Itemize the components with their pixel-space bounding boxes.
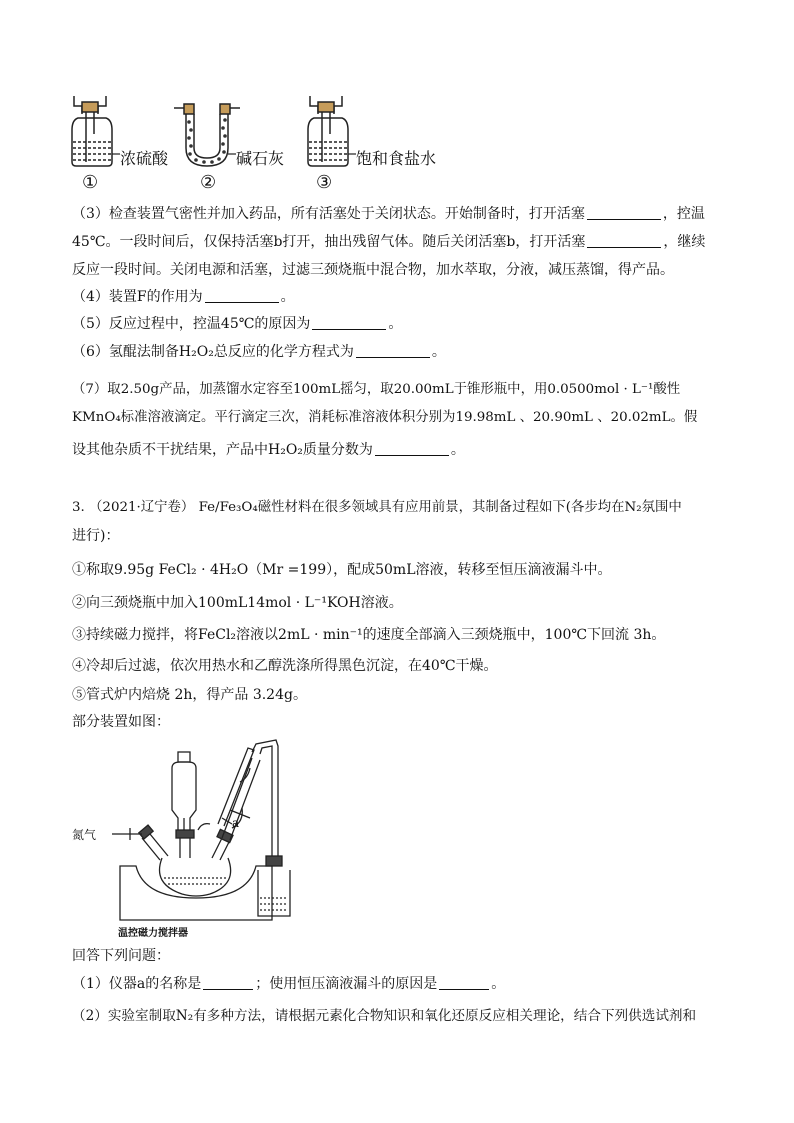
question-3-line-2 — [72, 232, 705, 252]
answer-blank[interactable] — [375, 441, 449, 456]
stirrer-caption: 温控磁力搅拌器 — [118, 928, 188, 939]
device-number-2: ② — [200, 172, 217, 193]
device-number-1: ① — [82, 172, 99, 193]
answer-blank[interactable] — [356, 343, 430, 358]
sub-question-1 — [72, 974, 505, 994]
q5-text: （5）反应过程中，控温45℃的原因为 — [72, 316, 311, 332]
q3-text-c: 45℃。一段时间后，仅保持活塞b打开，抽出残留气体。随后关闭活塞b，打开活塞 — [72, 234, 586, 250]
q3-text-d: ，继续 — [663, 234, 706, 250]
q3-text-a: （3）检查装置气密性并加入药品，所有活塞处于关闭状态。开始制备时，打开活塞 — [72, 206, 585, 222]
question-7-line-2: KMnO₄标准溶液滴定。平行滴定三次，消耗标准溶液体积分别为19.98mL 、20.90mL 、20.02mL。假 — [72, 410, 698, 425]
q4-end: 。 — [280, 289, 295, 305]
answer-blank[interactable] — [587, 205, 661, 220]
label-saturated-brine: 饱和食盐水 — [356, 149, 437, 168]
sub-question-2: （2）实验室制取N₂有多种方法，请根据元素化合物知识和氧化还原反应相关理论，结合下列供选试剂和 — [72, 1008, 697, 1024]
nitrogen-label: 氮气 — [72, 828, 97, 842]
step-3: ③持续磁力搅拌，将FeCl₂溶液以2mL · min⁻¹的速度全部滴入三颈烧瓶中，100℃下回流 3h。 — [72, 627, 666, 643]
label-soda-lime: 碱石灰 — [236, 149, 285, 168]
sq1-text: （1）仪器a的名称是 — [72, 976, 202, 992]
gas-washing-bottle-1 — [72, 96, 112, 166]
answer-blank[interactable] — [312, 315, 386, 330]
label-conc-sulfuric-acid: 浓硫酸 — [120, 149, 169, 168]
q7-text: 设其他杂质不干扰结果，产品中H₂O₂质量分数为 — [72, 442, 373, 458]
problem-3-heading: 3. （2021·辽宁卷） Fe/Fe₃O₄磁性材料在很多领域具有应用前景，其制备过程如下(各步均在N₂氛围中 — [72, 500, 682, 515]
question-7-line-3 — [72, 440, 465, 460]
gas-washing-bottle-3 — [308, 96, 348, 166]
q3-text-b: ，控温 — [662, 206, 705, 222]
question-4 — [72, 287, 295, 307]
answer-blank[interactable] — [439, 975, 489, 990]
three-neck-flask — [160, 858, 231, 896]
question-5 — [72, 314, 402, 334]
q6-text-b: 总反应的化学方程式为 — [213, 344, 354, 360]
question-3-line-1 — [72, 204, 705, 224]
answer-blank[interactable] — [205, 288, 279, 303]
apparatus-figure-2 — [72, 738, 342, 938]
question-7-line-1: （7）取2.50g产品，加蒸馏水定容至100mL摇匀，取20.00mL于锥形瓶中，用0.0500mol · L⁻¹酸性 — [72, 382, 681, 397]
step-4: ④冷却后过滤，依次用热水和乙醇洗涤所得黑色沉淀，在40℃干燥。 — [72, 658, 498, 674]
q4-text: （4）装置F的作用为 — [72, 289, 203, 305]
question-6 — [72, 342, 446, 362]
problem-3-heading-2: 进行)： — [72, 528, 120, 544]
answer-blank[interactable] — [203, 975, 253, 990]
q6-text: （6）氢醌法制备 — [72, 344, 179, 360]
step-5: ⑤管式炉内焙烧 2h，得产品 3.24g。 — [72, 687, 307, 703]
device-number-3: ③ — [316, 172, 333, 193]
q7-end: 。 — [450, 442, 465, 458]
u-tube-2 — [174, 104, 240, 166]
answer-blank[interactable] — [587, 233, 661, 248]
answer-prompt: 回答下列问题： — [72, 948, 170, 964]
q5-end: 。 — [388, 316, 403, 332]
instrument-a-label: a — [232, 816, 240, 830]
q6-formula: H₂O₂ — [178, 344, 214, 360]
q6-end: 。 — [431, 344, 446, 360]
step-1: ①称取9.95g FeCl₂ · 4H₂O（Mr =199），配成50mL溶液，转移至恒压滴液漏斗中。 — [72, 562, 612, 578]
sq1-text-b: ；使用恒压滴液漏斗的原因是 — [255, 976, 438, 992]
sq1-end: 。 — [491, 976, 506, 992]
apparatus-intro: 部分装置如图： — [72, 714, 170, 730]
step-2: ②向三颈烧瓶中加入100mL14mol · L⁻¹KOH溶液。 — [72, 595, 403, 611]
question-3-line-3: 反应一段时间。关闭电源和活塞，过滤三颈烧瓶中混合物，加水萃取，分液，减压蒸馏，得产品。 — [72, 262, 674, 278]
stirrer-base — [120, 866, 272, 920]
